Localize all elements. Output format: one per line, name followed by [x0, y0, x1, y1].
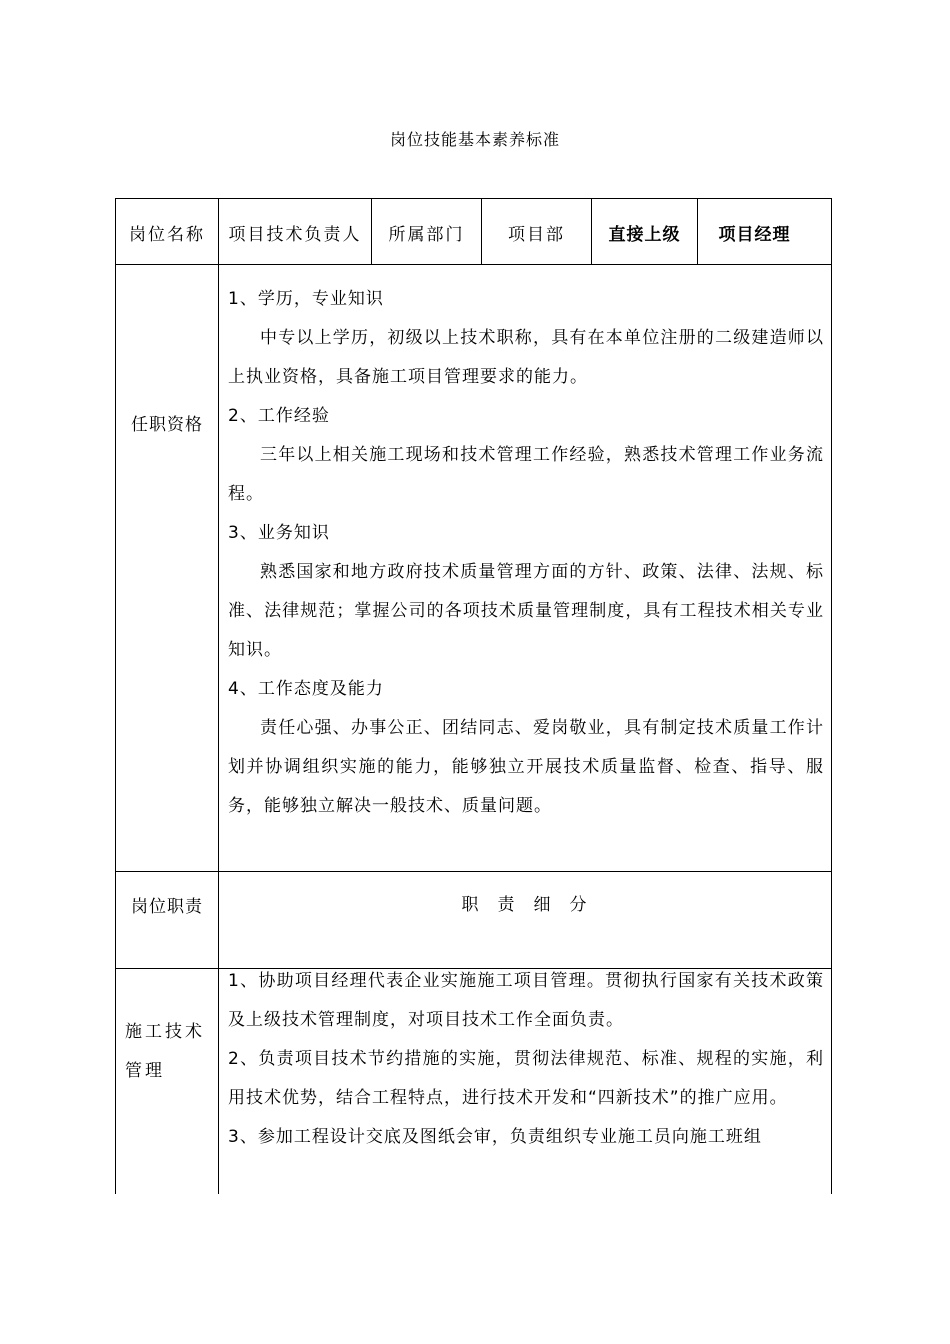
position-name-label: 岗位名称 [129, 224, 205, 245]
tech-mgmt-label: 施工技术管理 [125, 1022, 205, 1081]
qualification-heading: 1、学历，专业知识 [228, 289, 384, 309]
qualification-text: 责任心强、办事公正、团结同志、爱岗敬业，具有制定技术质量工作计划并协调组织实施的能力，能够独立开展技术质量监督、检查、指导、服务，能够独立解决一般技术、质量问题。 [228, 718, 824, 816]
tech-mgmt-item: 2、负责项目技术节约措施的实施，贯彻法律规范、标准、规程的实施，利用技术优势，结合工程特点，进行技术开发和“四新技术”的推广应用。 [228, 1049, 824, 1108]
duties-heading: 职 责 细 分 [461, 895, 588, 915]
superior-value: 项目经理 [718, 224, 791, 245]
tech-mgmt-item: 1、协助项目经理代表企业实施施工项目管理。贯彻执行国家有关技术政策及上级技术管理制度，对项目技术工作全面负责。 [228, 971, 824, 1030]
qualification-text: 三年以上相关施工现场和技术管理工作经验，熟悉技术管理工作业务流程。 [228, 445, 824, 504]
superior-label: 直接上级 [608, 224, 681, 245]
department-label: 所属部门 [388, 224, 465, 245]
tech-mgmt-item: 3、参加工程设计交底及图纸会审，负责组织专业施工员向施工班组 [228, 1127, 762, 1147]
qualifications-content [228, 280, 824, 826]
qualification-heading: 4、工作态度及能力 [228, 679, 384, 699]
duties-label: 岗位职责 [131, 897, 203, 917]
department-value: 项目部 [508, 224, 565, 245]
qualification-heading: 2、工作经验 [228, 406, 330, 426]
qualification-text: 中专以上学历，初级以上技术职称，具有在本单位注册的二级建造师以上执业资格，具备施工项目管理要求的能力。 [228, 328, 824, 387]
position-name-value: 项目技术负责人 [228, 224, 362, 245]
qualification-text: 熟悉国家和地方政府技术质量管理方面的方针、政策、法律、法规、标准、法律规范；掌握公司的各项技术质量管理制度，具有工程技术相关专业知识。 [228, 562, 824, 660]
qualification-heading: 3、业务知识 [228, 523, 330, 543]
page-title: 岗位技能基本素养标准 [389, 130, 560, 149]
tech-mgmt-content [228, 962, 824, 1157]
qualifications-label: 任职资格 [131, 415, 203, 435]
